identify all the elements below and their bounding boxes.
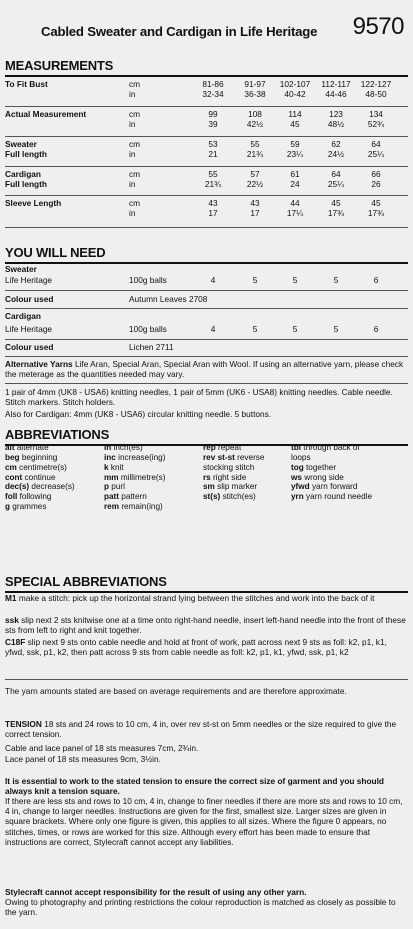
abbreviation-term: p <box>104 482 110 492</box>
pattern-number: 9570 <box>352 13 404 40</box>
sweater-colour-value: Autumn Leaves 2708 <box>129 294 208 304</box>
abbreviation-entry <box>104 473 165 483</box>
you-will-need-heading: YOU WILL NEED <box>5 245 408 264</box>
abbreviations-heading: ABBREVIATIONS <box>5 427 408 446</box>
measurement-value: 45 <box>371 198 381 208</box>
needles-text: 1 pair of 4mm (UK8 - USA6) knitting needles, 1 pair of 5mm (UK6 - USA8) knitting needles. Cable needle. Stitch markers. Stitch holders. <box>5 387 393 408</box>
measurement-value: 44-46 <box>325 89 347 99</box>
tension-label: TENSION <box>5 719 42 729</box>
measurement-value: 59 <box>290 139 300 149</box>
abbreviation-meaning: beginning <box>21 452 58 462</box>
divider <box>5 356 408 357</box>
abbreviation-meaning: yarn forward <box>311 482 358 492</box>
cardigan-colour-value: Lichen 2711 <box>129 342 174 352</box>
measurement-value: 25¼ <box>327 179 345 189</box>
divider <box>5 227 408 228</box>
abbreviation-entry <box>5 473 75 483</box>
c18f-text: slip next 9 sts onto cable needle and hold at front of work, patt across next 9 sts as foll: k2, p1, k1, yfwd, ssk, p1, k2, then patt across 9 sts from cable needle as foll: k2, p1, k1, yfwd, ssk, p1, k2 <box>5 637 387 658</box>
alt-yarns-label: Alternative Yarns <box>5 359 73 369</box>
sweater-balls-label: 100g balls <box>129 275 167 285</box>
abbreviations-col-3 <box>203 443 264 502</box>
header <box>0 0 413 46</box>
cardigan-qty: 5 <box>333 324 339 334</box>
sweater-qty: 4 <box>210 275 216 285</box>
abbreviation-term: inc <box>104 452 116 462</box>
measurement-value: 17 <box>250 208 260 218</box>
measurement-value: 26 <box>371 179 381 189</box>
measurement-value: 64 <box>371 139 381 149</box>
measurement-row <box>5 170 408 192</box>
abbreviation-term: cont <box>5 472 23 482</box>
tension-text: 18 sts and 24 rows to 10 cm, 4 in, over rev st-st on 5mm needles or the size required to give the correct tension. <box>5 719 397 740</box>
measurement-value: 99 <box>208 109 218 119</box>
ssk-text: slip next 2 sts knitwise one at a time onto right-hand needle, insert left-hand needle into the front of these sts from left to right and knit together. <box>5 615 406 636</box>
measurement-value: 32-34 <box>202 89 224 99</box>
abbreviation-meaning: slip marker <box>217 482 258 492</box>
lace-panel-note: Lace panel of 18 sts measures 9cm, 3½in. <box>5 754 161 764</box>
divider <box>5 290 408 291</box>
measurement-label: Sleeve Length <box>5 198 62 208</box>
measurement-value: 91-97 <box>244 79 266 89</box>
abbreviation-entry <box>203 443 264 453</box>
cardigan-qty: 4 <box>210 324 216 334</box>
measurement-value: 123 <box>329 109 343 119</box>
abbreviation-term: foll <box>5 492 18 502</box>
divider <box>5 136 408 137</box>
m1-definition <box>5 593 408 603</box>
c18f-definition <box>5 637 408 657</box>
measurement-value: 24 <box>290 179 300 189</box>
abbreviation-meaning: remain(ing) <box>121 502 163 512</box>
essential-text: If there are less sts and rows to 10 cm, 4 in, change to finer needles if there are more sts and rows to 10 cm, 4 in, change to larger needles. Instructions are given for the first, smallest size. Larger sizes are given in square brackets. Where only one figure is given, this applies to all sizes. Where the figure 0 appears, no stitches, times, or rows are worked for this size. Although every effort has been made to ensure that instructions are correct, Stylecraft cannot accept any liabilities. <box>5 796 403 847</box>
sweater-yarn-name: Life Heritage <box>5 275 53 285</box>
abbreviation-meaning: through back of <box>303 443 360 452</box>
sweater-qty: 5 <box>252 275 258 285</box>
abbreviation-term: k <box>104 462 109 472</box>
abbreviation-entry <box>104 453 165 463</box>
measurement-value: 48½ <box>327 119 345 129</box>
alt-yarns-text: Life Aran, Special Aran, Special Aran with Wool. If using an alternative yarn, please check the meterage as the quantities needed may vary. <box>5 359 404 380</box>
abbreviation-entry <box>203 463 264 473</box>
m1-text: make a stitch: pick up the horizontal strand lying between the stitches and work into the back of it <box>18 593 375 603</box>
abbreviation-entry <box>5 463 75 473</box>
abbreviation-meaning: centimetre(s) <box>19 462 67 472</box>
abbreviation-entry <box>5 492 75 502</box>
measurement-label: Cardigan <box>5 169 41 179</box>
sweater-qty: 5 <box>333 275 339 285</box>
sweater-colour-label: Colour used <box>5 294 54 304</box>
abbreviation-meaning: yarn round needle <box>306 492 373 502</box>
measurement-unit: in <box>129 89 136 99</box>
measurement-value: 66 <box>371 169 381 179</box>
abbreviation-meaning: decrease(s) <box>31 482 75 492</box>
measurement-value: 23¼ <box>286 149 304 159</box>
abbreviation-entry <box>203 473 264 483</box>
cardigan-needles-text: Also for Cardigan: 4mm (UK8 - USA6) circular knitting needle. 5 buttons. <box>5 409 272 419</box>
measurement-label: Sweater <box>5 139 37 149</box>
measurement-value: 45 <box>290 119 300 129</box>
abbreviation-entry <box>291 473 372 483</box>
measurement-value: 62 <box>331 139 341 149</box>
cardigan-label: Cardigan <box>5 311 41 321</box>
special-abbreviations-heading: SPECIAL ABBREVIATIONS <box>5 574 408 593</box>
measurement-row <box>5 110 408 132</box>
ssk-term: ssk <box>5 615 19 625</box>
measurement-label: To Fit Bust <box>5 79 48 89</box>
abbreviation-term: tog <box>291 462 304 472</box>
measurement-value: 112-117 <box>321 79 351 89</box>
abbreviation-meaning: wrong side <box>304 472 344 482</box>
measurement-unit: in <box>129 179 136 189</box>
measurement-value: 24½ <box>327 149 345 159</box>
abbreviation-term: sm <box>203 482 215 492</box>
measurement-row <box>5 140 408 162</box>
yarn-amounts-note: The yarn amounts stated are based on average requirements and are therefore approximate. <box>5 686 347 696</box>
cardigan-qty: 6 <box>373 324 379 334</box>
abbreviation-meaning: grammes <box>12 502 47 512</box>
divider <box>5 679 408 680</box>
measurement-unit: in <box>129 208 136 218</box>
measurement-value: 43 <box>250 198 260 208</box>
measurement-value: 40-42 <box>284 89 306 99</box>
measurement-value: 61 <box>290 169 300 179</box>
divider <box>5 383 408 384</box>
measurement-unit: cm <box>129 109 141 119</box>
abbreviation-term: yfwd <box>291 482 310 492</box>
abbreviation-term: rep <box>203 443 216 452</box>
abbreviation-meaning: inch(es) <box>113 443 143 452</box>
tension-note <box>5 719 408 739</box>
abbreviation-entry <box>291 463 372 473</box>
pattern-title: Cabled Sweater and Cardigan in Life Heritage <box>41 24 318 39</box>
abbreviation-entry <box>5 482 75 492</box>
measurements-heading: MEASUREMENTS <box>5 58 408 77</box>
abbreviation-meaning: reverse <box>237 452 265 462</box>
abbreviations-col-4 <box>291 443 372 502</box>
divider <box>5 166 408 167</box>
abbreviation-meaning: repeat <box>218 443 242 452</box>
sweater-qty: 6 <box>373 275 379 285</box>
measurement-value: 39 <box>208 119 218 129</box>
measurement-value: 64 <box>331 169 341 179</box>
abbreviation-term: rs <box>203 472 211 482</box>
measurement-value: 21¾ <box>204 179 222 189</box>
essential-note <box>5 776 408 847</box>
measurement-value: 17 <box>208 208 218 218</box>
abbreviation-term: dec(s) <box>5 482 30 492</box>
abbreviation-entry <box>104 502 165 512</box>
measurement-row <box>5 80 408 102</box>
abbreviation-meaning: right side <box>213 472 247 482</box>
measurement-unit: in <box>129 149 136 159</box>
abbreviation-term: rem <box>104 502 120 512</box>
measurement-value: 25¼ <box>367 149 385 159</box>
measurement-unit: cm <box>129 139 141 149</box>
abbreviation-term: alt <box>5 443 15 452</box>
measurement-value: 57 <box>250 169 260 179</box>
measurement-row <box>5 199 408 221</box>
measurement-value: 108 <box>248 109 262 119</box>
abbreviation-meaning: stocking stitch <box>203 462 255 472</box>
measurement-value: 21¾ <box>246 149 264 159</box>
abbreviation-meaning: purl <box>111 482 125 492</box>
divider <box>5 106 408 107</box>
cardigan-qty: 5 <box>252 324 258 334</box>
abbreviation-entry <box>104 492 165 502</box>
measurement-label: Full length <box>5 149 47 159</box>
measurement-value: 134 <box>369 109 383 119</box>
abbreviation-term: tbl <box>291 443 302 452</box>
cardigan-qty: 5 <box>292 324 298 334</box>
abbreviation-term: mm <box>104 472 119 482</box>
measurement-value: 122-127 <box>360 79 392 89</box>
abbreviation-term: in <box>104 443 112 452</box>
abbreviation-entry <box>104 482 165 492</box>
abbreviation-term: cm <box>5 462 17 472</box>
abbreviation-term: beg <box>5 452 20 462</box>
m1-term: M1 <box>5 593 17 603</box>
abbreviation-entry <box>291 482 372 492</box>
measurement-unit: cm <box>129 169 141 179</box>
measurement-value: 17¾ <box>327 208 345 218</box>
cardigan-colour-label: Colour used <box>5 342 54 352</box>
abbreviations-col-2 <box>104 443 165 512</box>
measurement-label: Full length <box>5 179 47 189</box>
abbreviation-term: st(s) <box>203 492 221 502</box>
abbreviation-term: g <box>5 502 11 512</box>
abbreviation-term: patt <box>104 492 120 502</box>
measurement-unit: in <box>129 119 136 129</box>
c18f-term: C18F <box>5 637 26 647</box>
measurement-value: 53 <box>208 139 218 149</box>
measurement-value: 17¼ <box>286 208 304 218</box>
alternative-yarns <box>5 359 408 379</box>
measurement-unit: cm <box>129 198 141 208</box>
measurement-value: 17¾ <box>367 208 385 218</box>
measurement-unit: cm <box>129 79 141 89</box>
measurement-value: 36-38 <box>244 89 266 99</box>
cable-panel-note: Cable and lace panel of 18 sts measures 7cm, 2¾in. <box>5 743 199 753</box>
abbreviation-entry <box>203 453 264 463</box>
abbreviation-meaning: stitch(es) <box>222 492 256 502</box>
abbreviation-entry <box>5 443 75 453</box>
abbreviation-term: rev st-st <box>203 452 235 462</box>
abbreviation-entry <box>5 453 75 463</box>
measurement-value: 42½ <box>246 119 264 129</box>
measurement-value: 45 <box>331 198 341 208</box>
stylecraft-note <box>5 887 408 917</box>
measurement-value: 81-86 <box>202 79 224 89</box>
abbreviation-entry <box>5 502 75 512</box>
measurement-value: 22½ <box>246 179 264 189</box>
measurement-value: 102-107 <box>279 79 311 89</box>
cardigan-yarn-name: Life Heritage <box>5 324 53 334</box>
measurement-value: 55 <box>250 139 260 149</box>
abbreviation-meaning: continue <box>24 472 56 482</box>
abbreviation-entry <box>291 443 372 453</box>
abbreviation-entry <box>203 492 264 502</box>
abbreviation-term: yrn <box>291 492 304 502</box>
abbreviation-meaning: following <box>19 492 52 502</box>
measurement-label: Actual Measurement <box>5 109 87 119</box>
measurement-value: 48-50 <box>365 89 387 99</box>
sweater-label: Sweater <box>5 264 37 274</box>
abbreviation-meaning: increase(ing) <box>118 452 166 462</box>
sweater-qty: 5 <box>292 275 298 285</box>
essential-bold-text: It is essential to work to the stated tension to ensure the correct size of garment and you should always knit a tension square. <box>5 776 384 797</box>
measurement-value: 44 <box>290 198 300 208</box>
divider <box>5 308 408 309</box>
measurement-value: 55 <box>208 169 218 179</box>
abbreviation-entry <box>203 482 264 492</box>
abbreviation-entry <box>291 492 372 502</box>
measurement-value: 43 <box>208 198 218 208</box>
measurement-value: 114 <box>288 109 302 119</box>
abbreviation-meaning: millimetre(s) <box>120 472 166 482</box>
abbreviations-col-1 <box>5 443 75 512</box>
abbreviation-meaning: pattern <box>121 492 147 502</box>
abbreviation-meaning: loops <box>291 452 311 462</box>
abbreviation-term: ws <box>291 472 302 482</box>
stylecraft-text: Owing to photography and printing restrictions the colour reproduction is matched as closely as possible to the yarn. <box>5 897 396 918</box>
abbreviation-meaning: knit <box>110 462 124 472</box>
abbreviation-entry <box>104 463 165 473</box>
divider <box>5 195 408 196</box>
divider <box>5 339 408 340</box>
abbreviation-entry <box>291 453 372 463</box>
cardigan-balls-label: 100g balls <box>129 324 167 334</box>
measurement-value: 21 <box>208 149 218 159</box>
abbreviation-meaning: together <box>306 462 337 472</box>
abbreviation-entry <box>104 443 165 453</box>
stylecraft-bold-text: Stylecraft cannot accept responsibility for the result of using any other yarn. <box>5 887 307 897</box>
ssk-definition <box>5 615 408 635</box>
abbreviation-meaning: alternate <box>16 443 49 452</box>
measurement-value: 52¾ <box>367 119 385 129</box>
